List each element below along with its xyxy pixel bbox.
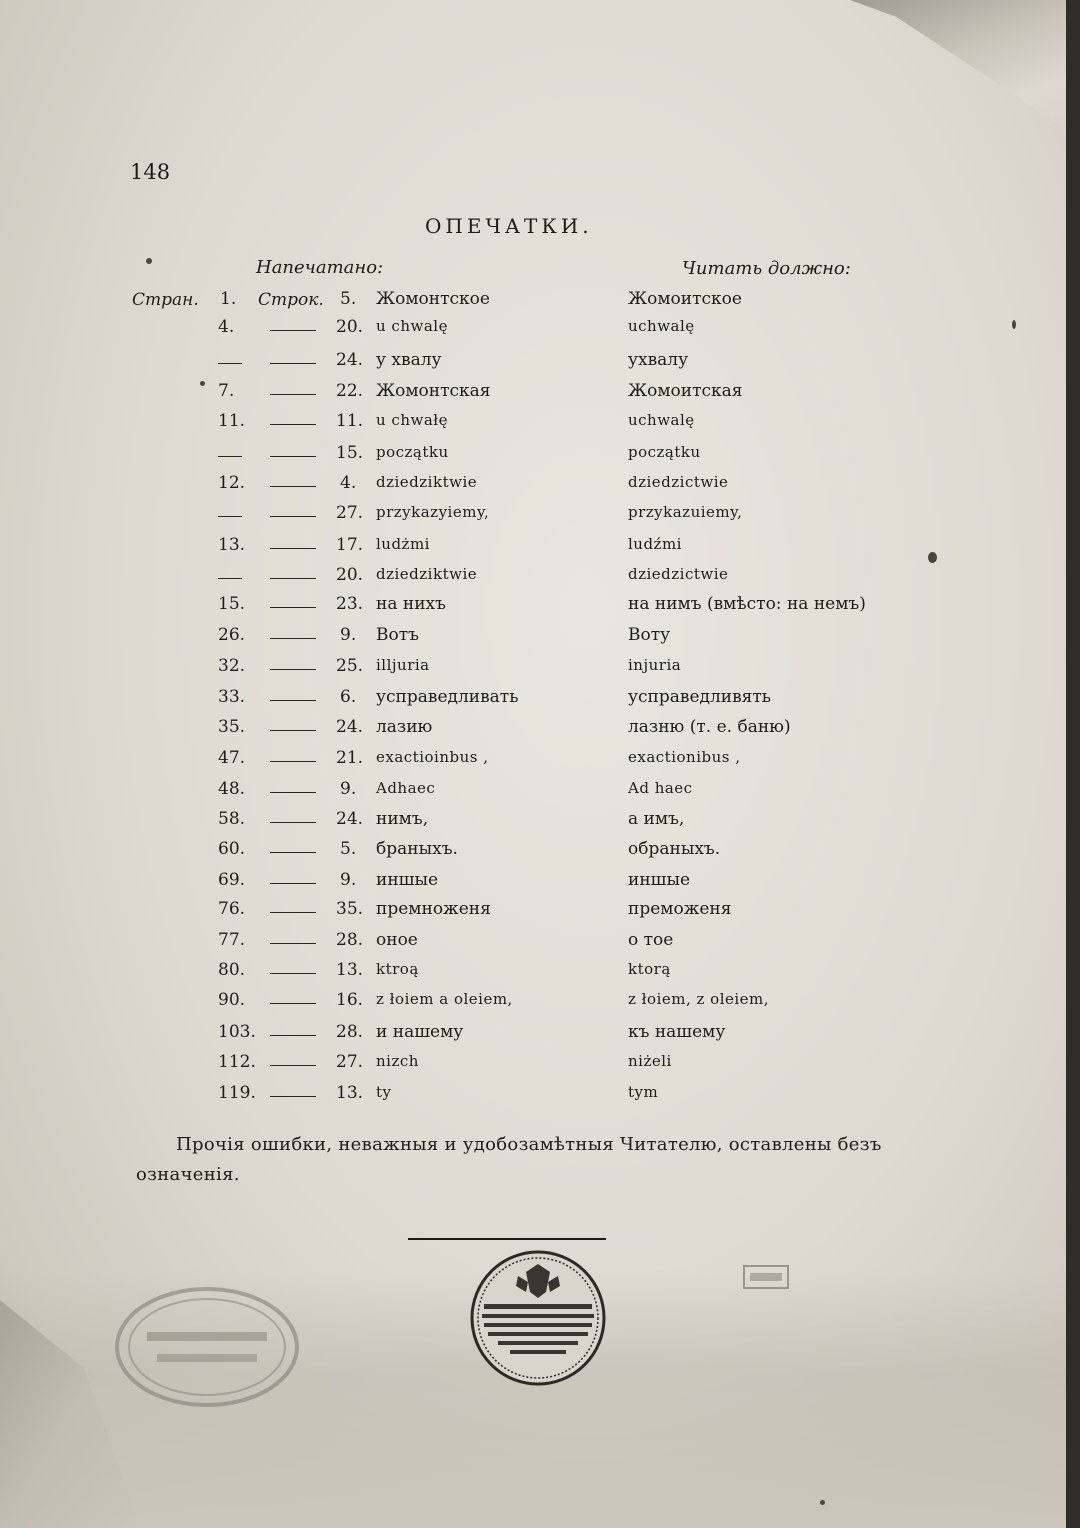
ditto-dash <box>270 394 316 395</box>
ink-spot <box>820 1500 825 1505</box>
errata-line: 15. <box>336 443 364 463</box>
ditto-dash <box>218 516 242 517</box>
errata-page: 32. <box>218 656 246 676</box>
ditto-dash <box>218 456 242 457</box>
errata-line: 9. <box>340 870 357 890</box>
errata-line: 28. <box>336 1022 364 1042</box>
ditto-dash <box>270 516 316 517</box>
ditto-dash <box>270 669 316 670</box>
errata-printed: z łoiem a oleiem, <box>376 990 513 1008</box>
errata-line: 21. <box>336 748 364 768</box>
errata-row <box>0 473 1066 501</box>
errata-printed: у хвалу <box>376 350 442 370</box>
errata-correct: на нимъ (вмѣсто: на немъ) <box>628 594 866 614</box>
errata-page: 69. <box>218 870 246 890</box>
errata-row <box>0 503 1066 531</box>
errata-page: 90. <box>218 990 246 1010</box>
errata-line: 24. <box>336 809 364 829</box>
errata-row <box>0 656 1066 684</box>
ditto-dash <box>270 456 316 457</box>
errata-line: 24. <box>336 350 364 370</box>
errata-printed: nizch <box>376 1052 419 1070</box>
errata-correct: początku <box>628 443 701 461</box>
errata-row <box>0 1083 1066 1111</box>
errata-printed: нимъ, <box>376 809 429 829</box>
errata-page: 7. <box>218 381 235 401</box>
errata-row <box>0 565 1066 593</box>
ditto-dash <box>270 578 316 579</box>
errata-correct: injuria <box>628 656 682 674</box>
errata-correct: ktorą <box>628 960 671 978</box>
errata-row <box>0 687 1066 715</box>
errata-line: 13. <box>336 1083 364 1103</box>
errata-row <box>0 870 1066 898</box>
ditto-dash <box>270 1065 316 1066</box>
errata-line: 27. <box>336 1052 364 1072</box>
errata-page: 58. <box>218 809 246 829</box>
errata-row <box>0 717 1066 745</box>
errata-page: 11. <box>218 411 246 431</box>
errata-correct: z łoiem, z oleiem, <box>628 990 770 1008</box>
errata-row <box>0 625 1066 653</box>
ink-spot <box>1012 320 1016 329</box>
ditto-dash <box>270 852 316 853</box>
errata-row <box>0 443 1066 471</box>
errata-printed: Жомонтское <box>376 289 490 309</box>
ditto-dash <box>270 883 316 884</box>
errata-line: 17. <box>336 535 364 555</box>
errata-page: 12. <box>218 473 246 493</box>
ditto-dash <box>270 1096 316 1097</box>
faded-library-stamp <box>112 1282 302 1412</box>
errata-printed: ktroą <box>376 960 419 978</box>
errata-row <box>0 350 1066 378</box>
official-seal-stamp <box>468 1248 608 1388</box>
errata-page: 103. <box>218 1022 256 1042</box>
errata-printed: u chwałę <box>376 411 449 429</box>
ditto-dash <box>270 822 316 823</box>
closing-note: Прочія ошибки, неважныя и удобозамѣтныя Читателю, оставлены безъ означенія. <box>136 1134 882 1185</box>
errata-page: 26. <box>218 625 246 645</box>
small-stamp-mark <box>742 1264 790 1290</box>
errata-line: 6. <box>340 687 357 707</box>
errata-printed: на нихъ <box>376 594 446 614</box>
errata-page: 35. <box>218 717 246 737</box>
errata-printed: u chwalę <box>376 317 448 335</box>
errata-row <box>0 1022 1066 1050</box>
ditto-dash <box>270 912 316 913</box>
column-header-printed: Напечатано: <box>256 257 384 278</box>
ditto-dash <box>270 330 316 331</box>
errata-row <box>0 930 1066 958</box>
errata-line: 35. <box>336 899 364 919</box>
ditto-dash <box>270 943 316 944</box>
errata-printed: przykazyiemy, <box>376 503 490 521</box>
errata-page: 47. <box>218 748 246 768</box>
errata-page: 76. <box>218 899 246 919</box>
errata-row <box>0 779 1066 807</box>
label-line: Строк. <box>258 290 324 310</box>
errata-printed: illjuria <box>376 656 430 674</box>
ditto-dash <box>270 792 316 793</box>
errata-line: 5. <box>340 839 357 859</box>
errata-correct: niżeli <box>628 1052 672 1070</box>
errata-line: 5. <box>340 289 357 309</box>
errata-page: 13. <box>218 535 246 555</box>
ditto-dash <box>218 363 242 364</box>
ditto-dash <box>270 363 316 364</box>
errata-line: 25. <box>336 656 364 676</box>
errata-line: 9. <box>340 779 357 799</box>
ditto-dash <box>270 486 316 487</box>
errata-correct: Жомоитская <box>628 381 743 401</box>
errata-printed: Вотъ <box>376 625 419 645</box>
torn-corner <box>850 0 1066 140</box>
errata-correct: uchwalę <box>628 411 695 429</box>
errata-correct: dziedzictwie <box>628 473 729 491</box>
ditto-dash <box>270 1035 316 1036</box>
errata-printed: лазию <box>376 717 433 737</box>
errata-line: 22. <box>336 381 364 401</box>
errata-printed: Жомонтская <box>376 381 491 401</box>
errata-page: 77. <box>218 930 246 950</box>
errata-line: 20. <box>336 317 364 337</box>
errata-line: 9. <box>340 625 357 645</box>
errata-page: 60. <box>218 839 246 859</box>
ink-spot <box>200 381 205 386</box>
errata-printed: браныхъ. <box>376 839 458 859</box>
errata-row <box>0 839 1066 867</box>
ditto-dash <box>218 578 242 579</box>
errata-correct: Воту <box>628 625 671 645</box>
errata-printed: początku <box>376 443 449 461</box>
errata-line: 23. <box>336 594 364 614</box>
errata-page: 119. <box>218 1083 256 1103</box>
errata-page: 4. <box>218 317 235 337</box>
errata-correct: Ad haec <box>628 779 693 797</box>
errata-correct: преможеня <box>628 899 732 919</box>
errata-correct: лазню (т. е. баню) <box>628 717 791 737</box>
errata-line: 20. <box>336 565 364 585</box>
errata-page: 80. <box>218 960 246 980</box>
errata-row <box>0 960 1066 988</box>
page-title: ОПЕЧАТКИ. <box>425 214 593 238</box>
ditto-dash <box>270 1003 316 1004</box>
errata-printed: иншые <box>376 870 439 890</box>
errata-line: 13. <box>336 960 364 980</box>
errata-correct: przykazuiemy, <box>628 503 743 521</box>
errata-row <box>0 1052 1066 1080</box>
errata-line: 28. <box>336 930 364 950</box>
errata-row <box>0 317 1066 345</box>
errata-line: 16. <box>336 990 364 1010</box>
ditto-dash <box>270 424 316 425</box>
errata-row <box>0 809 1066 837</box>
errata-correct: tym <box>628 1083 659 1101</box>
errata-line: 24. <box>336 717 364 737</box>
errata-page: 15. <box>218 594 246 614</box>
errata-correct: ухвалу <box>628 350 689 370</box>
errata-page: 1. <box>220 289 237 309</box>
column-header-should-read: Читать должно: <box>682 258 851 279</box>
errata-correct: о тое <box>628 930 674 950</box>
errata-printed: премноженя <box>376 899 491 919</box>
errata-row <box>0 594 1066 622</box>
ditto-dash <box>270 761 316 762</box>
errata-printed: ludżmi <box>376 535 430 553</box>
errata-correct: dziedzictwie <box>628 565 729 583</box>
ditto-dash <box>270 638 316 639</box>
errata-line: 11. <box>336 411 364 431</box>
errata-page: 33. <box>218 687 246 707</box>
errata-line: 4. <box>340 473 357 493</box>
errata-printed: ty <box>376 1083 392 1101</box>
page-edge <box>1066 0 1080 1528</box>
errata-printed: оное <box>376 930 418 950</box>
errata-correct: обраныхъ. <box>628 839 721 859</box>
errata-row <box>0 535 1066 563</box>
errata-printed: exactioinbus , <box>376 748 489 766</box>
page-number: 148 <box>130 160 171 184</box>
errata-correct: а имъ, <box>628 809 685 829</box>
errata-page: 48. <box>218 779 246 799</box>
errata-printed: и нашему <box>376 1022 464 1042</box>
errata-correct: uchwalę <box>628 317 695 335</box>
errata-printed: dziedziktwie <box>376 565 478 583</box>
errata-row <box>0 899 1066 927</box>
ink-spot <box>928 552 937 563</box>
errata-correct: къ нашему <box>628 1022 726 1042</box>
errata-printed: dziedziktwie <box>376 473 478 491</box>
ditto-dash <box>270 607 316 608</box>
label-page: Стран. <box>132 290 199 310</box>
errata-page: 112. <box>218 1052 256 1072</box>
errata-correct: усправедливять <box>628 687 772 707</box>
errata-row <box>0 381 1066 409</box>
ditto-dash <box>270 973 316 974</box>
errata-row <box>0 990 1066 1018</box>
ditto-dash <box>270 700 316 701</box>
errata-line: 27. <box>336 503 364 523</box>
errata-correct: Жомоитское <box>628 289 742 309</box>
ink-spot <box>146 258 152 264</box>
errata-row <box>0 748 1066 776</box>
errata-row <box>0 411 1066 439</box>
ditto-dash <box>270 548 316 549</box>
errata-printed: Adhaec <box>376 779 436 797</box>
errata-row <box>0 289 1066 317</box>
errata-correct: exactionibus , <box>628 748 741 766</box>
errata-correct: ludźmi <box>628 535 682 553</box>
divider-rule <box>408 1238 606 1240</box>
ditto-dash <box>270 730 316 731</box>
errata-correct: иншые <box>628 870 691 890</box>
errata-printed: усправедливать <box>376 687 519 707</box>
